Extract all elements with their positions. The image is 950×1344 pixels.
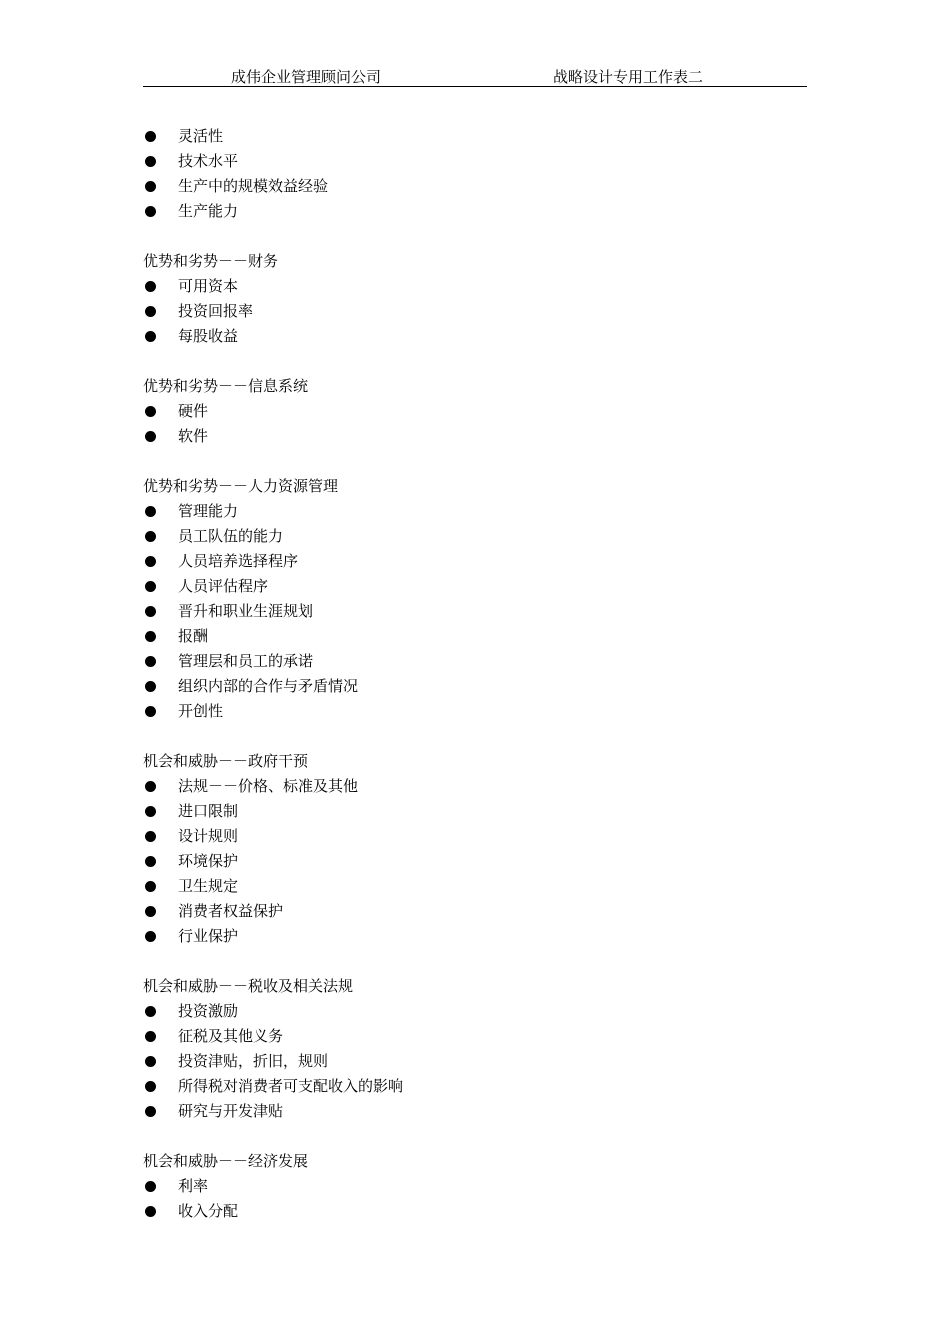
- section-heading: 机会和威胁－－税收及相关法规: [143, 977, 354, 995]
- bullet-icon: [145, 606, 156, 617]
- bullet-icon: [145, 931, 156, 942]
- bullet-icon: [145, 1006, 156, 1017]
- section-heading: 优势和劣势－－信息系统: [143, 377, 309, 395]
- list-item: [143, 924, 807, 949]
- list-item-text: 卫生规定: [178, 877, 239, 895]
- list-item-text: 收入分配: [178, 1202, 239, 1220]
- section-spacer: [143, 224, 807, 249]
- list-item-text: 利率: [178, 1177, 209, 1195]
- list-item-text: 灵活性: [178, 127, 224, 145]
- section-spacer: [143, 724, 807, 749]
- bullet-icon: [145, 531, 156, 542]
- list-item-text: 所得税对消费者可支配收入的影响: [178, 1077, 404, 1095]
- section-heading: 优势和劣势－－财务: [143, 252, 279, 270]
- list-item: [143, 424, 807, 449]
- section-heading: 机会和威胁－－政府干预: [143, 752, 309, 770]
- bullet-icon: [145, 656, 156, 667]
- list-item: [143, 1024, 807, 1049]
- section-spacer: [143, 349, 807, 374]
- bullet-icon: [145, 181, 156, 192]
- section-spacer: [143, 1124, 807, 1149]
- list-item: [143, 849, 807, 874]
- list-item-text: 进口限制: [178, 802, 239, 820]
- list-item: [143, 649, 807, 674]
- bullet-icon: [145, 906, 156, 917]
- list-item: [143, 199, 807, 224]
- list-item: [143, 299, 807, 324]
- list-item: [143, 274, 807, 299]
- list-item: [143, 149, 807, 174]
- bullet-icon: [145, 556, 156, 567]
- list-item-text: 硬件: [178, 402, 209, 420]
- header-company: 成伟企业管理顾问公司: [231, 68, 382, 86]
- list-item-text: 报酬: [178, 627, 209, 645]
- list-item-text: 人员培养选择程序: [178, 552, 299, 570]
- bullet-icon: [145, 206, 156, 217]
- list-item-text: 可用资本: [178, 277, 239, 295]
- bullet-icon: [145, 881, 156, 892]
- bullet-icon: [145, 806, 156, 817]
- bullet-icon: [145, 1081, 156, 1092]
- list-item-text: 员工队伍的能力: [178, 527, 284, 545]
- bullet-icon: [145, 156, 156, 167]
- section-spacer: [143, 449, 807, 474]
- list-item: [143, 999, 807, 1024]
- bullet-icon: [145, 681, 156, 692]
- list-item-text: 开创性: [178, 702, 224, 720]
- list-item: [143, 774, 807, 799]
- list-item: [143, 674, 807, 699]
- list-item: [143, 174, 807, 199]
- bullet-icon: [145, 131, 156, 142]
- bullet-icon: [145, 331, 156, 342]
- bullet-icon: [145, 406, 156, 417]
- list-item-text: 生产能力: [178, 202, 239, 220]
- list-item: [143, 124, 807, 149]
- list-item: [143, 549, 807, 574]
- list-item: [143, 899, 807, 924]
- list-item-text: 软件: [178, 427, 209, 445]
- list-item: [143, 799, 807, 824]
- bullet-icon: [145, 431, 156, 442]
- list-item-text: 投资回报率: [178, 302, 254, 320]
- section-spacer: [143, 949, 807, 974]
- header-worksheet-title: 战略设计专用工作表二: [553, 68, 704, 86]
- bullet-icon: [145, 831, 156, 842]
- list-item: [143, 1099, 807, 1124]
- bullet-icon: [145, 1106, 156, 1117]
- list-item: [143, 699, 807, 724]
- list-item-text: 法规－－价格、标准及其他: [178, 777, 359, 795]
- list-item-text: 晋升和职业生涯规划: [178, 602, 314, 620]
- bullet-icon: [145, 581, 156, 592]
- bullet-icon: [145, 1031, 156, 1042]
- list-item: [143, 574, 807, 599]
- list-item-text: 投资津贴，折旧，规则: [178, 1052, 329, 1070]
- list-item-text: 人员评估程序: [178, 577, 269, 595]
- list-item: [143, 1074, 807, 1099]
- section-heading: 机会和威胁－－经济发展: [143, 1152, 309, 1170]
- list-item-text: 组织内部的合作与矛盾情况: [178, 677, 359, 695]
- bullet-icon: [145, 281, 156, 292]
- list-item-text: 生产中的规模效益经验: [178, 177, 329, 195]
- bullet-icon: [145, 781, 156, 792]
- bullet-icon: [145, 1206, 156, 1217]
- list-item-text: 研究与开发津贴: [178, 1102, 284, 1120]
- list-item: [143, 1174, 807, 1199]
- bullet-icon: [145, 1056, 156, 1067]
- list-item: [143, 874, 807, 899]
- list-item: [143, 824, 807, 849]
- bullet-icon: [145, 1181, 156, 1192]
- list-item-text: 管理层和员工的承诺: [178, 652, 314, 670]
- bullet-icon: [145, 306, 156, 317]
- list-item-text: 每股收益: [178, 327, 239, 345]
- list-item: [143, 524, 807, 549]
- list-item-text: 管理能力: [178, 502, 239, 520]
- list-item-text: 设计规则: [178, 827, 239, 845]
- bullet-icon: [145, 856, 156, 867]
- bullet-icon: [145, 706, 156, 717]
- list-item: [143, 599, 807, 624]
- list-item: [143, 624, 807, 649]
- bullet-icon: [145, 506, 156, 517]
- bullet-icon: [145, 631, 156, 642]
- page-header: [143, 64, 807, 87]
- section-heading: 优势和劣势－－人力资源管理: [143, 477, 339, 495]
- list-item: [143, 499, 807, 524]
- list-item-text: 技术水平: [178, 152, 239, 170]
- list-item-text: 消费者权益保护: [178, 902, 284, 920]
- list-item: [143, 1199, 807, 1224]
- list-item: [143, 399, 807, 424]
- list-item-text: 行业保护: [178, 927, 239, 945]
- list-item-text: 投资激励: [178, 1002, 239, 1020]
- list-item-text: 环境保护: [178, 852, 239, 870]
- list-item: [143, 1049, 807, 1074]
- list-item: [143, 324, 807, 349]
- document-body: [143, 124, 807, 1224]
- list-item-text: 征税及其他义务: [178, 1027, 284, 1045]
